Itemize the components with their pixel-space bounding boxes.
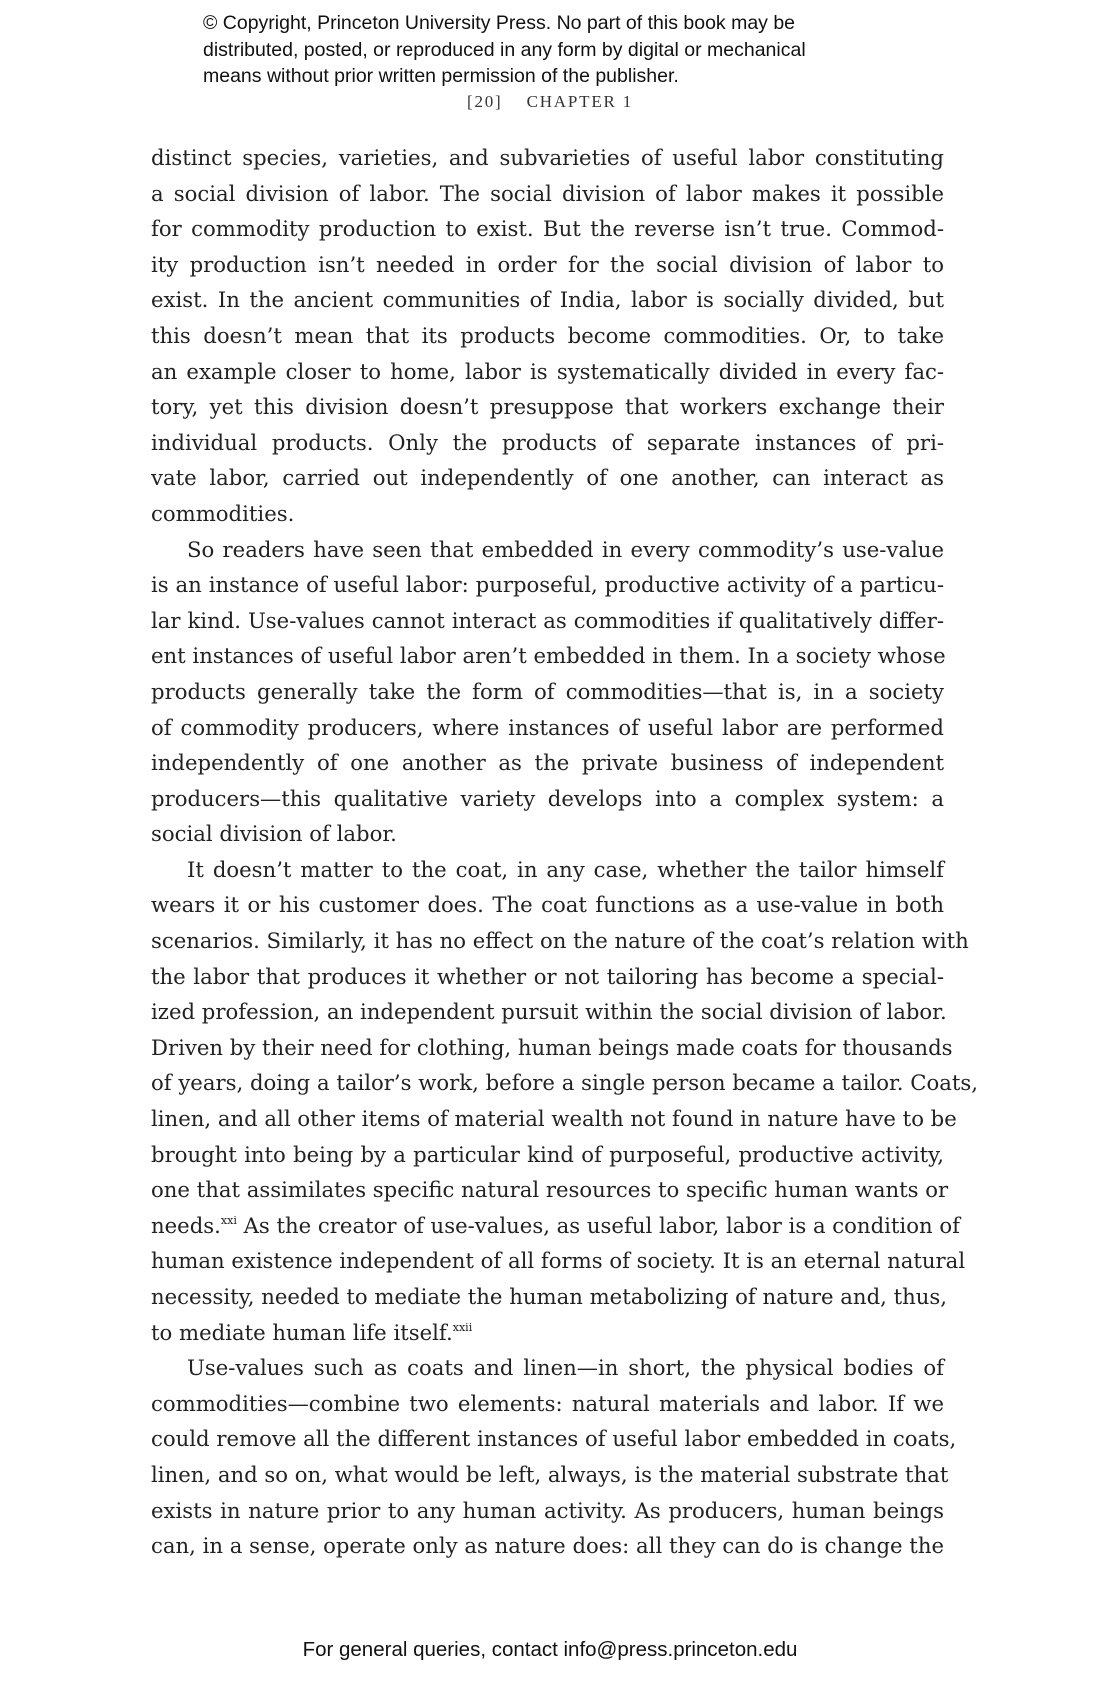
- copyright-notice: [203, 10, 923, 90]
- text-line: ized profession, an independent pursuit within the social division of labor.: [151, 999, 947, 1025]
- text-line: [151, 1315, 944, 1351]
- body-text: [151, 140, 978, 1564]
- footnote-ref-xxi[interactable]: xxi: [220, 1213, 237, 1227]
- footer-contact: For general queries, contact info@press.princeton.edu: [302, 1638, 798, 1661]
- text-line: linen, and all other items of material wealth not found in nature have to be: [151, 1106, 957, 1132]
- text-line: exist. In the ancient communities of India, labor is socially divided, but: [151, 287, 944, 313]
- chapter-label: CHAPTER 1: [526, 92, 633, 111]
- text-line: distinct species, varieties, and subvarieties of useful labor constituting: [151, 145, 944, 170]
- text-line: lar kind. Use-values cannot interact as commodities if qualitatively differ-: [151, 607, 944, 633]
- text-line: wears it or his customer does. The coat functions as a use-value in both: [151, 892, 944, 918]
- text-line: of years, doing a tailor’s work, before a single person became a tailor. Coats,: [151, 1070, 978, 1096]
- text-line: tory, yet this division doesn’t presuppose that workers exchange their: [151, 394, 944, 420]
- text-line: So readers have seen that embedded in every commodity’s use-value: [187, 536, 944, 562]
- text-line: necessity, needed to mediate the human metabolizing of nature and, thus,: [151, 1284, 948, 1309]
- text-line: this doesn’t mean that its products become commodities. Or, to take: [151, 322, 944, 348]
- text-line: [151, 1208, 960, 1244]
- text-line: ent instances of useful labor aren’t embedded in them. In a society whose: [151, 643, 946, 669]
- text-line: Driven by their need for clothing, human beings made coats for thousands: [151, 1034, 953, 1060]
- text-line: products generally take the form of commodities—that is, in a society: [151, 678, 944, 704]
- text-line: It doesn’t matter to the coat, in any case, whether the tailor himself: [187, 856, 944, 882]
- page-number: [20]: [467, 92, 503, 111]
- text-line: producers—this qualitative variety develops into a complex system: a: [151, 785, 944, 811]
- copyright-line: © Copyright, Princeton University Press. No part of this book may be: [203, 12, 796, 34]
- text-line: one that assimilates specific natural resources to specific human wants or: [151, 1177, 949, 1203]
- text-line: for commodity production to exist. But the reverse isn’t true. Commod-: [151, 216, 944, 242]
- text-line: individual products. Only the products of separate instances of pri-: [151, 429, 944, 455]
- text-fragment: needs.: [151, 1212, 221, 1238]
- copyright-line: means without prior written permission of the publisher.: [203, 65, 679, 87]
- text-line: the labor that produces it whether or not tailoring has become a special-: [151, 963, 944, 989]
- footnote-ref-xxii[interactable]: xxii: [452, 1320, 473, 1334]
- text-line: commodities—combine two elements: natural materials and labor. If we: [151, 1390, 944, 1416]
- text-line: commodities.: [151, 500, 295, 526]
- running-head: [0, 92, 1100, 112]
- text-line: an example closer to home, labor is systematically divided in every fac-: [151, 358, 944, 384]
- text-line: social division of labor.: [151, 821, 397, 847]
- paragraph: [151, 140, 944, 532]
- paragraph: [151, 852, 978, 1350]
- paragraph: [151, 532, 944, 852]
- text-line: is an instance of useful labor: purposeful, productive activity of a particu-: [151, 572, 944, 598]
- paragraph: [151, 1350, 957, 1564]
- text-line: could remove all the different instances of useful labor embedded in coats,: [151, 1426, 957, 1452]
- text-line: can, in a sense, operate only as nature does: all they can do is change the: [151, 1533, 945, 1559]
- text-fragment: to mediate human life itself.: [151, 1319, 453, 1345]
- copyright-line: distributed, posted, or reproduced in any form by digital or mechanical: [203, 38, 806, 61]
- text-line: scenarios. Similarly, it has no effect on the nature of the coat’s relation with: [151, 928, 969, 954]
- text-line: exists in nature prior to any human activity. As producers, human beings: [151, 1497, 944, 1523]
- text-line: a social division of labor. The social division of labor makes it possible: [151, 180, 944, 206]
- text-line: brought into being by a particular kind of purposeful, productive activity,: [151, 1141, 944, 1167]
- text-fragment: As the creator of use-values, as useful labor, labor is a condition of: [236, 1212, 960, 1238]
- text-line: linen, and so on, what would be left, always, is the material substrate that: [151, 1461, 949, 1487]
- text-line: of commodity producers, where instances of useful labor are performed: [151, 714, 944, 740]
- text-line: ity production isn’t needed in order for the social division of labor to: [151, 251, 944, 277]
- text-line: human existence independent of all forms of society. It is an eternal natural: [151, 1248, 966, 1274]
- text-line: vate labor, carried out independently of one another, can interact as: [151, 465, 944, 491]
- text-line: independently of one another as the private business of independent: [151, 750, 944, 776]
- text-line: Use-values such as coats and linen—in short, the physical bodies of: [187, 1355, 944, 1381]
